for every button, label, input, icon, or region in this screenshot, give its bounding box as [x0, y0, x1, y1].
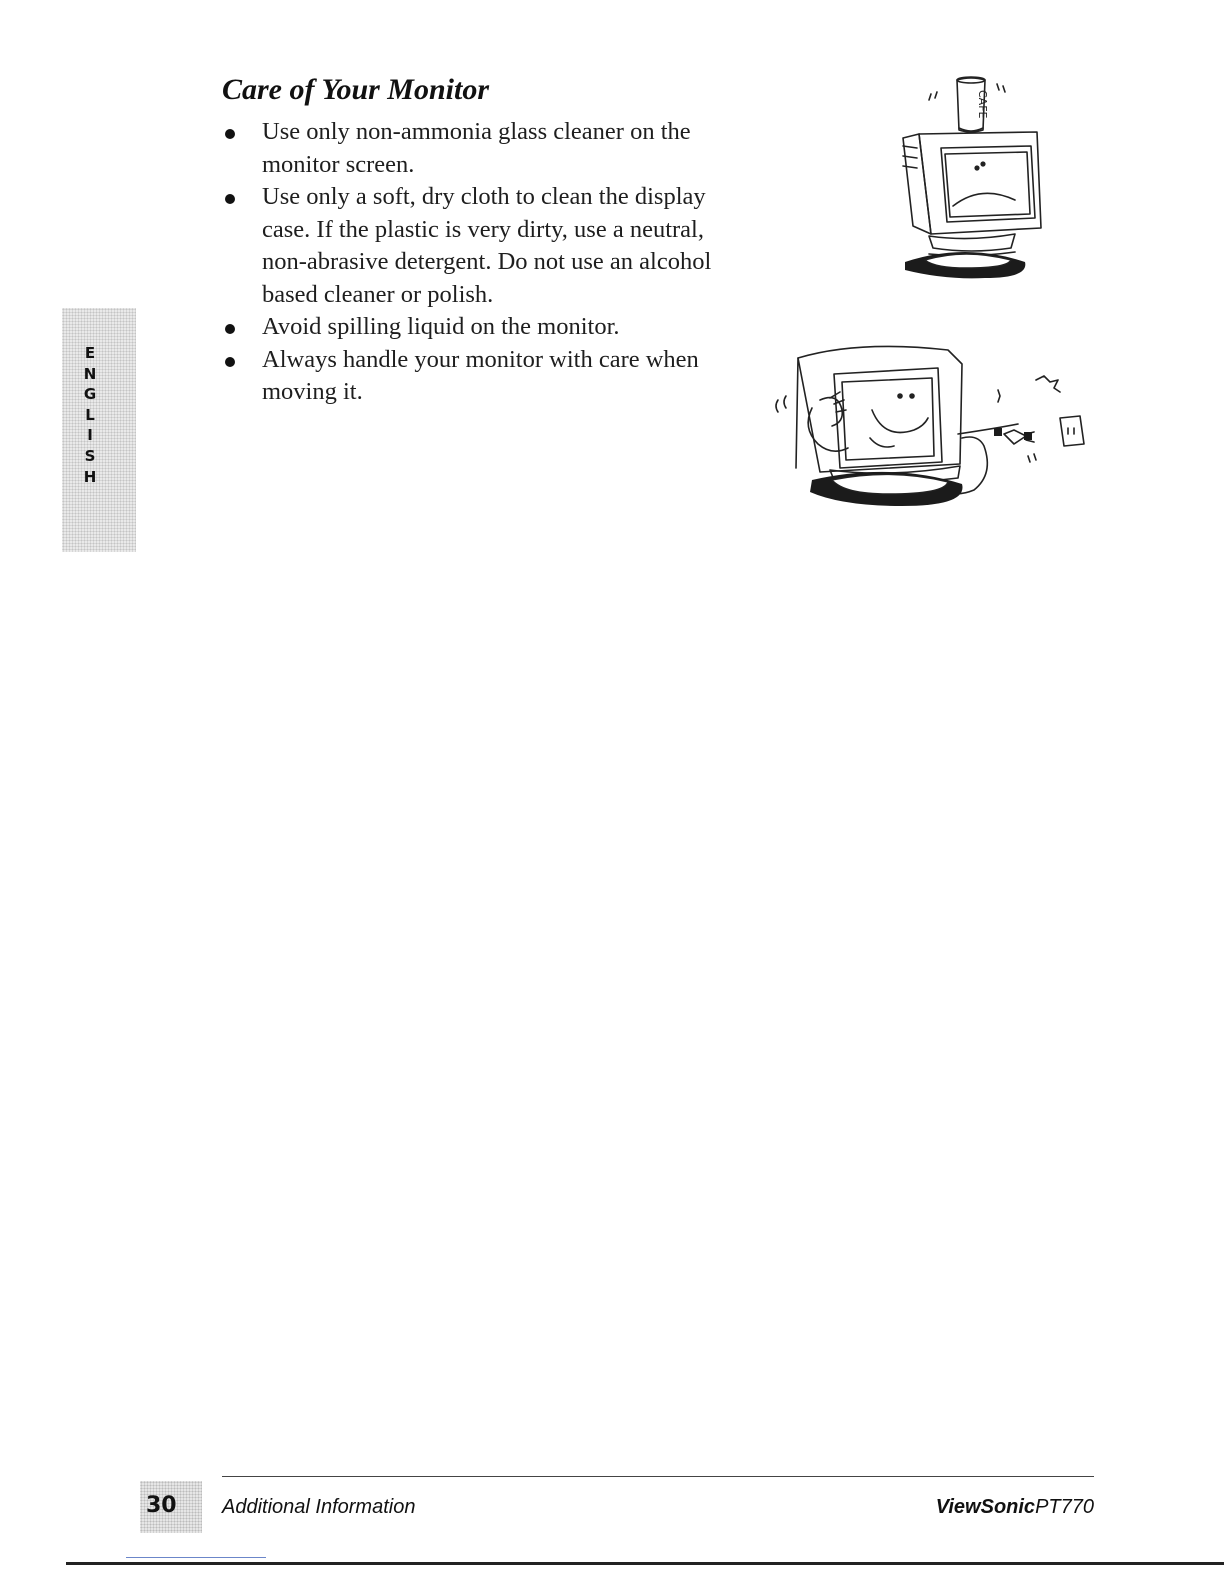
- bullet-dot-icon: [225, 357, 235, 367]
- language-letter: I: [87, 426, 93, 445]
- bullet-dot-icon: [225, 129, 235, 139]
- bullet-item: [222, 116, 742, 181]
- page-bottom-border: [66, 1562, 1224, 1565]
- section-title: Care of Your Monitor: [222, 73, 490, 106]
- model-name: PT770: [1035, 1496, 1094, 1518]
- page-number: 30: [146, 1493, 177, 1518]
- language-letter: E: [84, 344, 96, 362]
- bullet-text: Avoid spilling liquid on the monitor.: [262, 313, 620, 340]
- bullet-text: Use only a soft, dry cloth to clean the display case. If the plastic is very dirty, use a neutral, non-abrasive detergent. Do not use an alcohol based cleaner or polish.: [262, 183, 712, 308]
- brand-name: ViewSonic: [935, 1496, 1036, 1518]
- bullet-item: [222, 344, 742, 409]
- bullet-text: Always handle your monitor with care when moving it.: [262, 345, 699, 405]
- scan-edge-mark: [126, 1557, 266, 1558]
- language-letter: S: [84, 446, 96, 465]
- care-section: [222, 70, 742, 409]
- sad-monitor-coffee-illustration: [893, 76, 1043, 290]
- language-tab-label: [80, 343, 100, 487]
- footer-product-name: [936, 1494, 1094, 1520]
- language-letter: G: [83, 385, 97, 404]
- footer-section-name: Additional Information: [222, 1496, 416, 1518]
- happy-monitor-moving-illustration: [772, 338, 1100, 514]
- bullet-dot-icon: [225, 324, 235, 334]
- care-bullet-list: [222, 116, 742, 409]
- bullet-item: [222, 311, 742, 344]
- bullet-item: [222, 181, 742, 311]
- bullet-text: Use only non-ammonia glass cleaner on the monitor screen.: [262, 118, 691, 178]
- cup-label: CAFE: [976, 90, 989, 119]
- language-letter: N: [83, 364, 97, 383]
- language-letter: L: [85, 405, 95, 424]
- bullet-dot-icon: [225, 194, 235, 204]
- language-letter: H: [83, 467, 97, 486]
- footer-divider: [222, 1476, 1094, 1477]
